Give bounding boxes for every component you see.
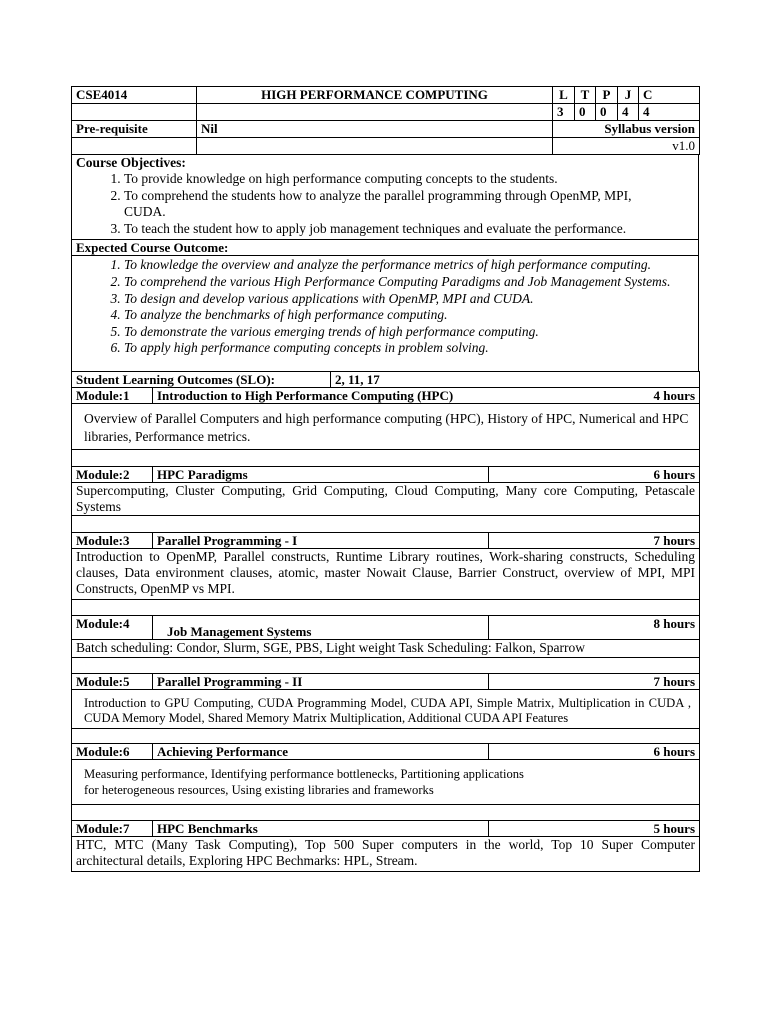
module-description-cell	[72, 760, 700, 805]
module-title: HPC Paradigms	[153, 466, 489, 482]
ltpjc-value-p: 0	[596, 104, 618, 121]
module-label: Module:4	[72, 615, 153, 639]
outcome-item: 3. To design and develop various applications with OpenMP, MPI and CUDA.	[124, 291, 694, 308]
slo-label: Student Learning Outcomes (SLO):	[72, 371, 331, 387]
syllabus-version-label: Syllabus version	[553, 121, 700, 138]
blank-cell	[197, 138, 553, 155]
module-hours: 8 hours	[489, 615, 700, 639]
spacer-row	[72, 805, 700, 821]
spacer-row	[72, 515, 700, 532]
module-description-cell	[72, 639, 700, 657]
outcome-item: 2. To comprehend the various High Performance Computing Paradigms and Job Management Systems.	[124, 274, 694, 291]
spacer-row	[72, 729, 700, 744]
course-objectives-heading: Course Objectives:	[76, 155, 186, 170]
module-hours: 6 hours	[489, 466, 700, 482]
course-header-table	[71, 86, 700, 121]
ltpjc-header-j: J	[618, 87, 639, 104]
module-label: Module:2	[72, 466, 153, 482]
module-label: Module:6	[72, 744, 153, 760]
module-description-cell	[72, 837, 700, 872]
prereq-label: Pre-requisite	[72, 121, 197, 138]
module-title: Parallel Programming - II	[153, 673, 489, 689]
ltpjc-header-t: T	[575, 87, 596, 104]
module-description-cell	[72, 403, 700, 449]
module-hours: 4 hours	[653, 387, 696, 403]
modules-table	[71, 387, 700, 872]
course-code: CSE4014	[72, 87, 197, 104]
module-title: Achieving Performance	[153, 744, 489, 760]
module-description-cell	[72, 482, 700, 515]
objective-item: 3. To teach the student how to apply job management techniques and evaluate the performance.	[124, 221, 694, 238]
syllabus-document	[71, 86, 699, 872]
course-objectives-list	[76, 171, 694, 237]
module-label: Module:1	[72, 387, 153, 403]
module-header	[153, 387, 700, 403]
module-hours: 6 hours	[489, 744, 700, 760]
module-description: Overview of Parallel Computers and high performance computing (HPC), History of HPC, Numerical and HPC libraries, Performance metrics.	[84, 410, 689, 444]
objective-item: 1. To provide knowledge on high performance computing concepts to the students.	[124, 171, 694, 188]
module-description: Batch scheduling: Condor, Slurm, SGE, PBS, Light weight Task Scheduling: Falkon, Sparrow	[76, 639, 585, 655]
slo-table	[71, 371, 700, 388]
outcome-item: 6. To apply high performance computing concepts in problem solving.	[124, 340, 694, 357]
module-label: Module:3	[72, 532, 153, 548]
course-objectives-cell	[72, 155, 699, 240]
module-title: Introduction to High Performance Computing (HPC)	[157, 387, 454, 403]
module-description-cell	[72, 689, 700, 728]
expected-outcomes-cell	[72, 256, 699, 372]
ltpjc-value-c: 4	[639, 104, 700, 121]
outcome-item: 1. To knowledge the overview and analyze the performance metrics of high performance computing.	[124, 257, 694, 274]
module-description-cell	[72, 548, 700, 599]
expected-outcomes-list	[76, 257, 694, 357]
objectives-table	[71, 154, 699, 372]
ltpjc-header-c: C	[639, 87, 700, 104]
ltpjc-value-t: 0	[575, 104, 596, 121]
module-description: Introduction to GPU Computing, CUDA Programming Model, CUDA API, Simple Matrix, Multiplication in CUDA , CUDA Memory Model, Shared Memory Matrix Multiplication, Additional CUDA API Features	[84, 695, 692, 725]
module-description: Measuring performance, Identifying performance bottlenecks, Partitioning applications for heterogeneous resources, Using existing libraries and frameworks	[84, 767, 524, 798]
module-description: Supercomputing, Cluster Computing, Grid Computing, Cloud Computing, Many core Computing, Petascale Systems	[76, 482, 696, 514]
spacer-row	[72, 599, 700, 615]
ltpjc-header-l: L	[553, 87, 575, 104]
ltpjc-value-l: 3	[553, 104, 575, 121]
outcome-item: 4. To analyze the benchmarks of high performance computing.	[124, 307, 694, 324]
spacer-row	[72, 449, 700, 466]
module-title: Parallel Programming - I	[153, 532, 489, 548]
blank-cell	[197, 104, 553, 121]
objective-item: 2. To comprehend the students how to analyze the parallel programming through OpenMP, MPI, CUDA.	[124, 188, 694, 221]
module-hours: 7 hours	[489, 673, 700, 689]
module-description: HTC, MTC (Many Task Computing), Top 500 Super computers in the world, Top 10 Super Computer architectural details, Exploring HPC Bechmarks: HPL, Stream.	[76, 837, 696, 869]
module-title: Job Management Systems	[153, 615, 489, 639]
module-hours: 5 hours	[489, 821, 700, 837]
ltpjc-header-p: P	[596, 87, 618, 104]
module-title: HPC Benchmarks	[153, 821, 489, 837]
blank-cell	[72, 104, 197, 121]
module-label: Module:5	[72, 673, 153, 689]
module-label: Module:7	[72, 821, 153, 837]
syllabus-version-value: v1.0	[553, 138, 700, 155]
blank-cell	[72, 138, 197, 155]
slo-value: 2, 11, 17	[331, 371, 700, 387]
course-title: HIGH PERFORMANCE COMPUTING	[197, 87, 553, 104]
prereq-value: Nil	[197, 121, 553, 138]
outcome-item: 5. To demonstrate the various emerging trends of high performance computing.	[124, 324, 694, 341]
module-hours: 7 hours	[489, 532, 700, 548]
ltpjc-value-j: 4	[618, 104, 639, 121]
prereq-table	[71, 120, 700, 155]
expected-outcome-heading: Expected Course Outcome:	[72, 240, 699, 256]
module-description: Introduction to OpenMP, Parallel constructs, Runtime Library routines, Work-sharing constructs, Scheduling clauses, Data environment clauses, atomic, master Nowait Clause, Barrier Construct, overview of MPI, MPI Constructs, OpenMP vs MPI.	[76, 548, 696, 596]
spacer-row	[72, 657, 700, 673]
